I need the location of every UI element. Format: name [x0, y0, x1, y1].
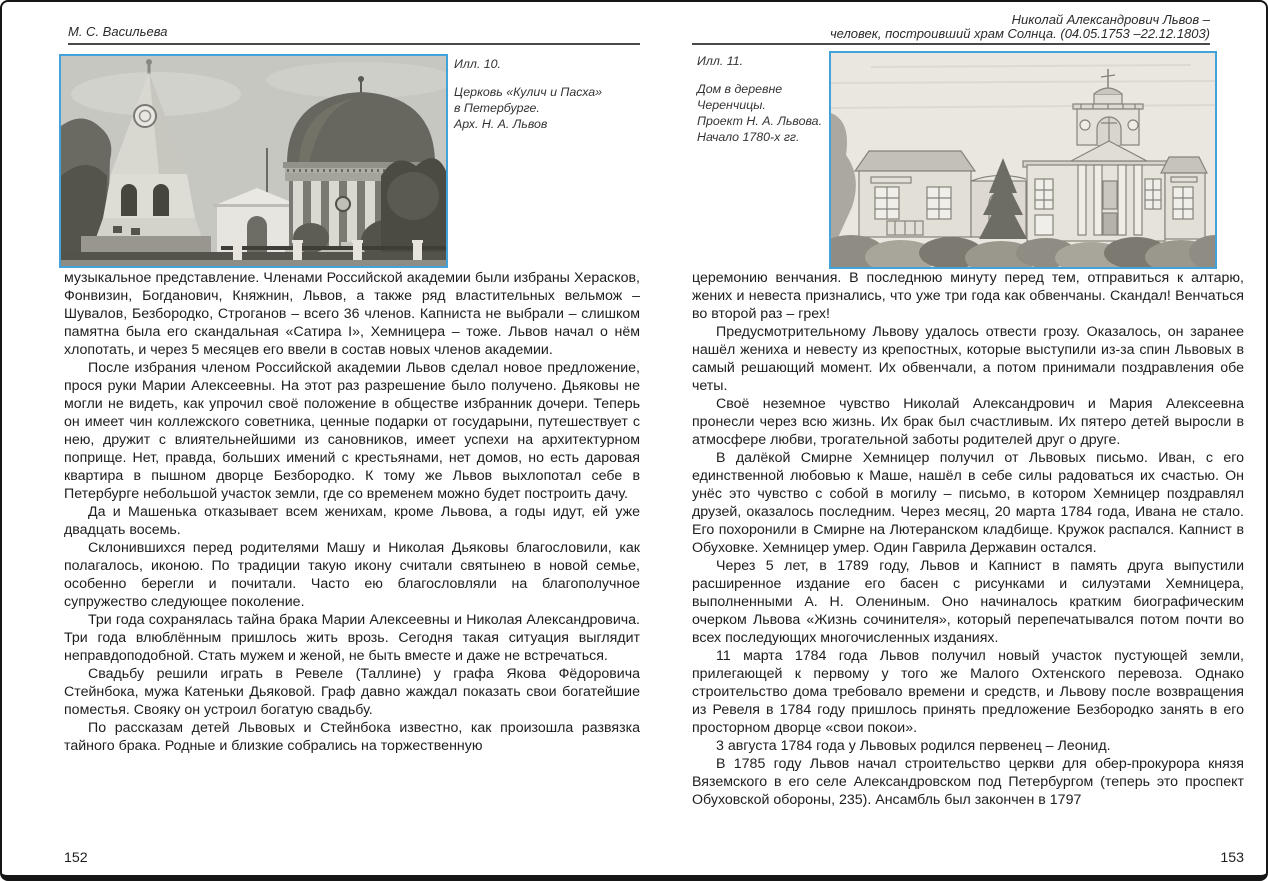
body-text-right [692, 269, 1244, 847]
caption-line: Проект Н. А. Львова. [697, 114, 823, 128]
church-photo-illustration [61, 56, 446, 266]
paragraph: Да и Машенька отказывает всем женихам, кроме Львова, а годы идут, ей уже двадцать восемь. [64, 504, 640, 538]
caption-line: Арх. Н. А. Львов [454, 117, 548, 131]
paragraph: 3 августа 1784 года у Львовых родился первенец – Леонид. [716, 738, 1111, 754]
paragraph: 11 марта 1784 года Львов получил новый участок пустующей земли, прилегающей к первому у того же Малого Охтенского перевоза. Однако строительство дома требовало времени и средств, и Львову после возвращения из Ревеля в 1784 году пришлось принять предложение Безбородко занять в его просторном дворце «свои покои». [692, 648, 1244, 736]
page-number-right: 153 [1220, 850, 1244, 866]
paragraph: музыкальное представление. Членами Российской академии были избраны Херасков, Фонвизин, Богданович, Княжнин, Львов, а также ряд властительных вельмож – Шувалов, Безбородко, Строганов – всего 36 членов. Капниста не выбрали – слишком памятна была его скандальная «Сатира I», Хемницера – тоже. Львов начал о нём хлопотать, и через 5 месяцев его ввели в состав новых членов академии. [64, 270, 640, 358]
paragraph: Своё неземное чувство Николай Александрович и Мария Алексеевна пронесли через всю жизнь. Их брак был счастливым. Их пятеро детей выросли в атмосфере любви, трогательной заботы родителей друг о друге. [692, 396, 1244, 448]
caption-line: в Петербурге. [454, 101, 540, 115]
paragraph: После избрания членом Российской академии Львов сделал новое предложение, прося руки Марии Алексеевны. На этот раз разрешение было получено. Дьяковы не могли не видеть, как упрочил своё положение в обществе избранник дочери. Теперь он имеет чин коллежского советника, ценные подарки от государыни, путешествует с нею, дружит с влиятельнейшими из сановников, имеет успехи на архитектурном поприще. Нет, правда, больших имений с крестьянами, нет домов, но есть даровая квартира в пышном дворце Безбородко. К тому же Львов выхлопотал себе в Петербурге небольшой участок земли, где со временем можно будет построить дачу. [64, 360, 640, 502]
caption-line: Начало 1780-х гг. [697, 130, 800, 144]
running-head-title-line2: человек, построивший храм Солнца. (04.05.1753 –22.12.1803) [829, 26, 1210, 41]
page-number-left: 152 [64, 850, 88, 866]
header-rule-right [692, 43, 1210, 45]
right-wing [1161, 157, 1207, 239]
body-text-left [64, 269, 640, 847]
caption-line: Черенчицы. [697, 98, 766, 112]
paragraph: Три года сохранялась тайна брака Марии Алексеевны и Николая Александровича. Три года влюблённым пришлось жить врозь. Сегодня такая ситуация выглядит неправдоподобной. Стать мужем и женой, не быть вместе и даже не встречаться. [64, 612, 640, 664]
running-head-title [692, 13, 1210, 41]
figure-house-drawing [829, 51, 1217, 269]
figure-caption-right [697, 53, 822, 145]
paragraph: В далёкой Смирне Хемницер получил от Львовых письмо. Иван, с его единственной любовью к Маше, нашёл в себе силы радоваться их счастью. Он унёс это чувство с собой в могилу – письмо, в котором Хемницер поздравлял друзей, оказалось последним. Через месяц, 20 марта 1784 года, Ивана не стало. Его похоронили в Смирне на Лютеранском кладбище. Кружок распался. Капнист в Обуховке. Хемницер умер. Один Гаврила Державин остался. [692, 450, 1244, 556]
caption-line: Дом в деревне [697, 82, 783, 96]
paragraph: В 1785 году Львов начал строительство церкви для обер-прокурора князя Вяземского в его селе Александровском под Петербургом (теперь это проспект Обуховской обороны, 235). Ансамбль был закончен в 1797 [692, 756, 1244, 808]
paragraph: церемонию венчания. В последнюю минуту перед тем, отправиться к алтарю, жених и невеста признались, что уже три года как обвенчаны. Скандал! Венчаться во второй раз – грех! [692, 270, 1244, 322]
figure-label: Илл. 10. [454, 57, 501, 71]
figure-caption-left [454, 56, 602, 132]
running-head-title-line1: Николай Александрович Львов – [1011, 12, 1210, 27]
paragraph: Через 5 лет, в 1789 году, Львов и Капнист в память друга выпустили расширенное издание его басен с рисунками и силуэтами Хемницера, выполненными А. Н. Олениным. Оно начиналось кратким биографическим очерком Львова «Жизнь сочинителя», который перепечатывался потом почти во всех последующих многочисленных изданиях. [692, 558, 1244, 646]
paragraph: Свадьбу решили играть в Ревеле (Таллине) у графа Якова Фёдоровича Стейнбока, мужа Катеньки Дьяковой. Граф давно жаждал показать свои богатейшие поместья. Свояку он устроил богатую свадьбу. [64, 666, 640, 718]
caption-line: Церковь «Кулич и Пасха» [454, 85, 603, 99]
paragraph: Предусмотрительному Львову удалось отвести грозу. Оказалось, он заранее нашёл жениха и невесту из крепостных, которые выступили из-за спин Львовых в самый решающий момент. Их обвенчали, а потом принимали поздравления обе четы. [692, 324, 1244, 394]
house-drawing-illustration [831, 53, 1215, 267]
left-wing [855, 151, 975, 237]
header-rule-left [68, 43, 640, 45]
paragraph: По рассказам детей Львовых и Стейнбока известно, как произошла развязка тайного брака. Родные и близкие собрались на торжественную [64, 720, 640, 754]
figure-church-photo [59, 54, 448, 268]
figure-label: Илл. 11. [697, 54, 744, 68]
paragraph: Склонившихся перед родителями Машу и Николая Дьяковы благословили, как полагалось, иконою. По традиции такую икону считали святынею в новой семье, особенно берегли и почитали. Часто ею благословляли на благополучное супружество следующее поколение. [64, 540, 640, 610]
running-head-author: М. С. Васильева [68, 24, 168, 39]
